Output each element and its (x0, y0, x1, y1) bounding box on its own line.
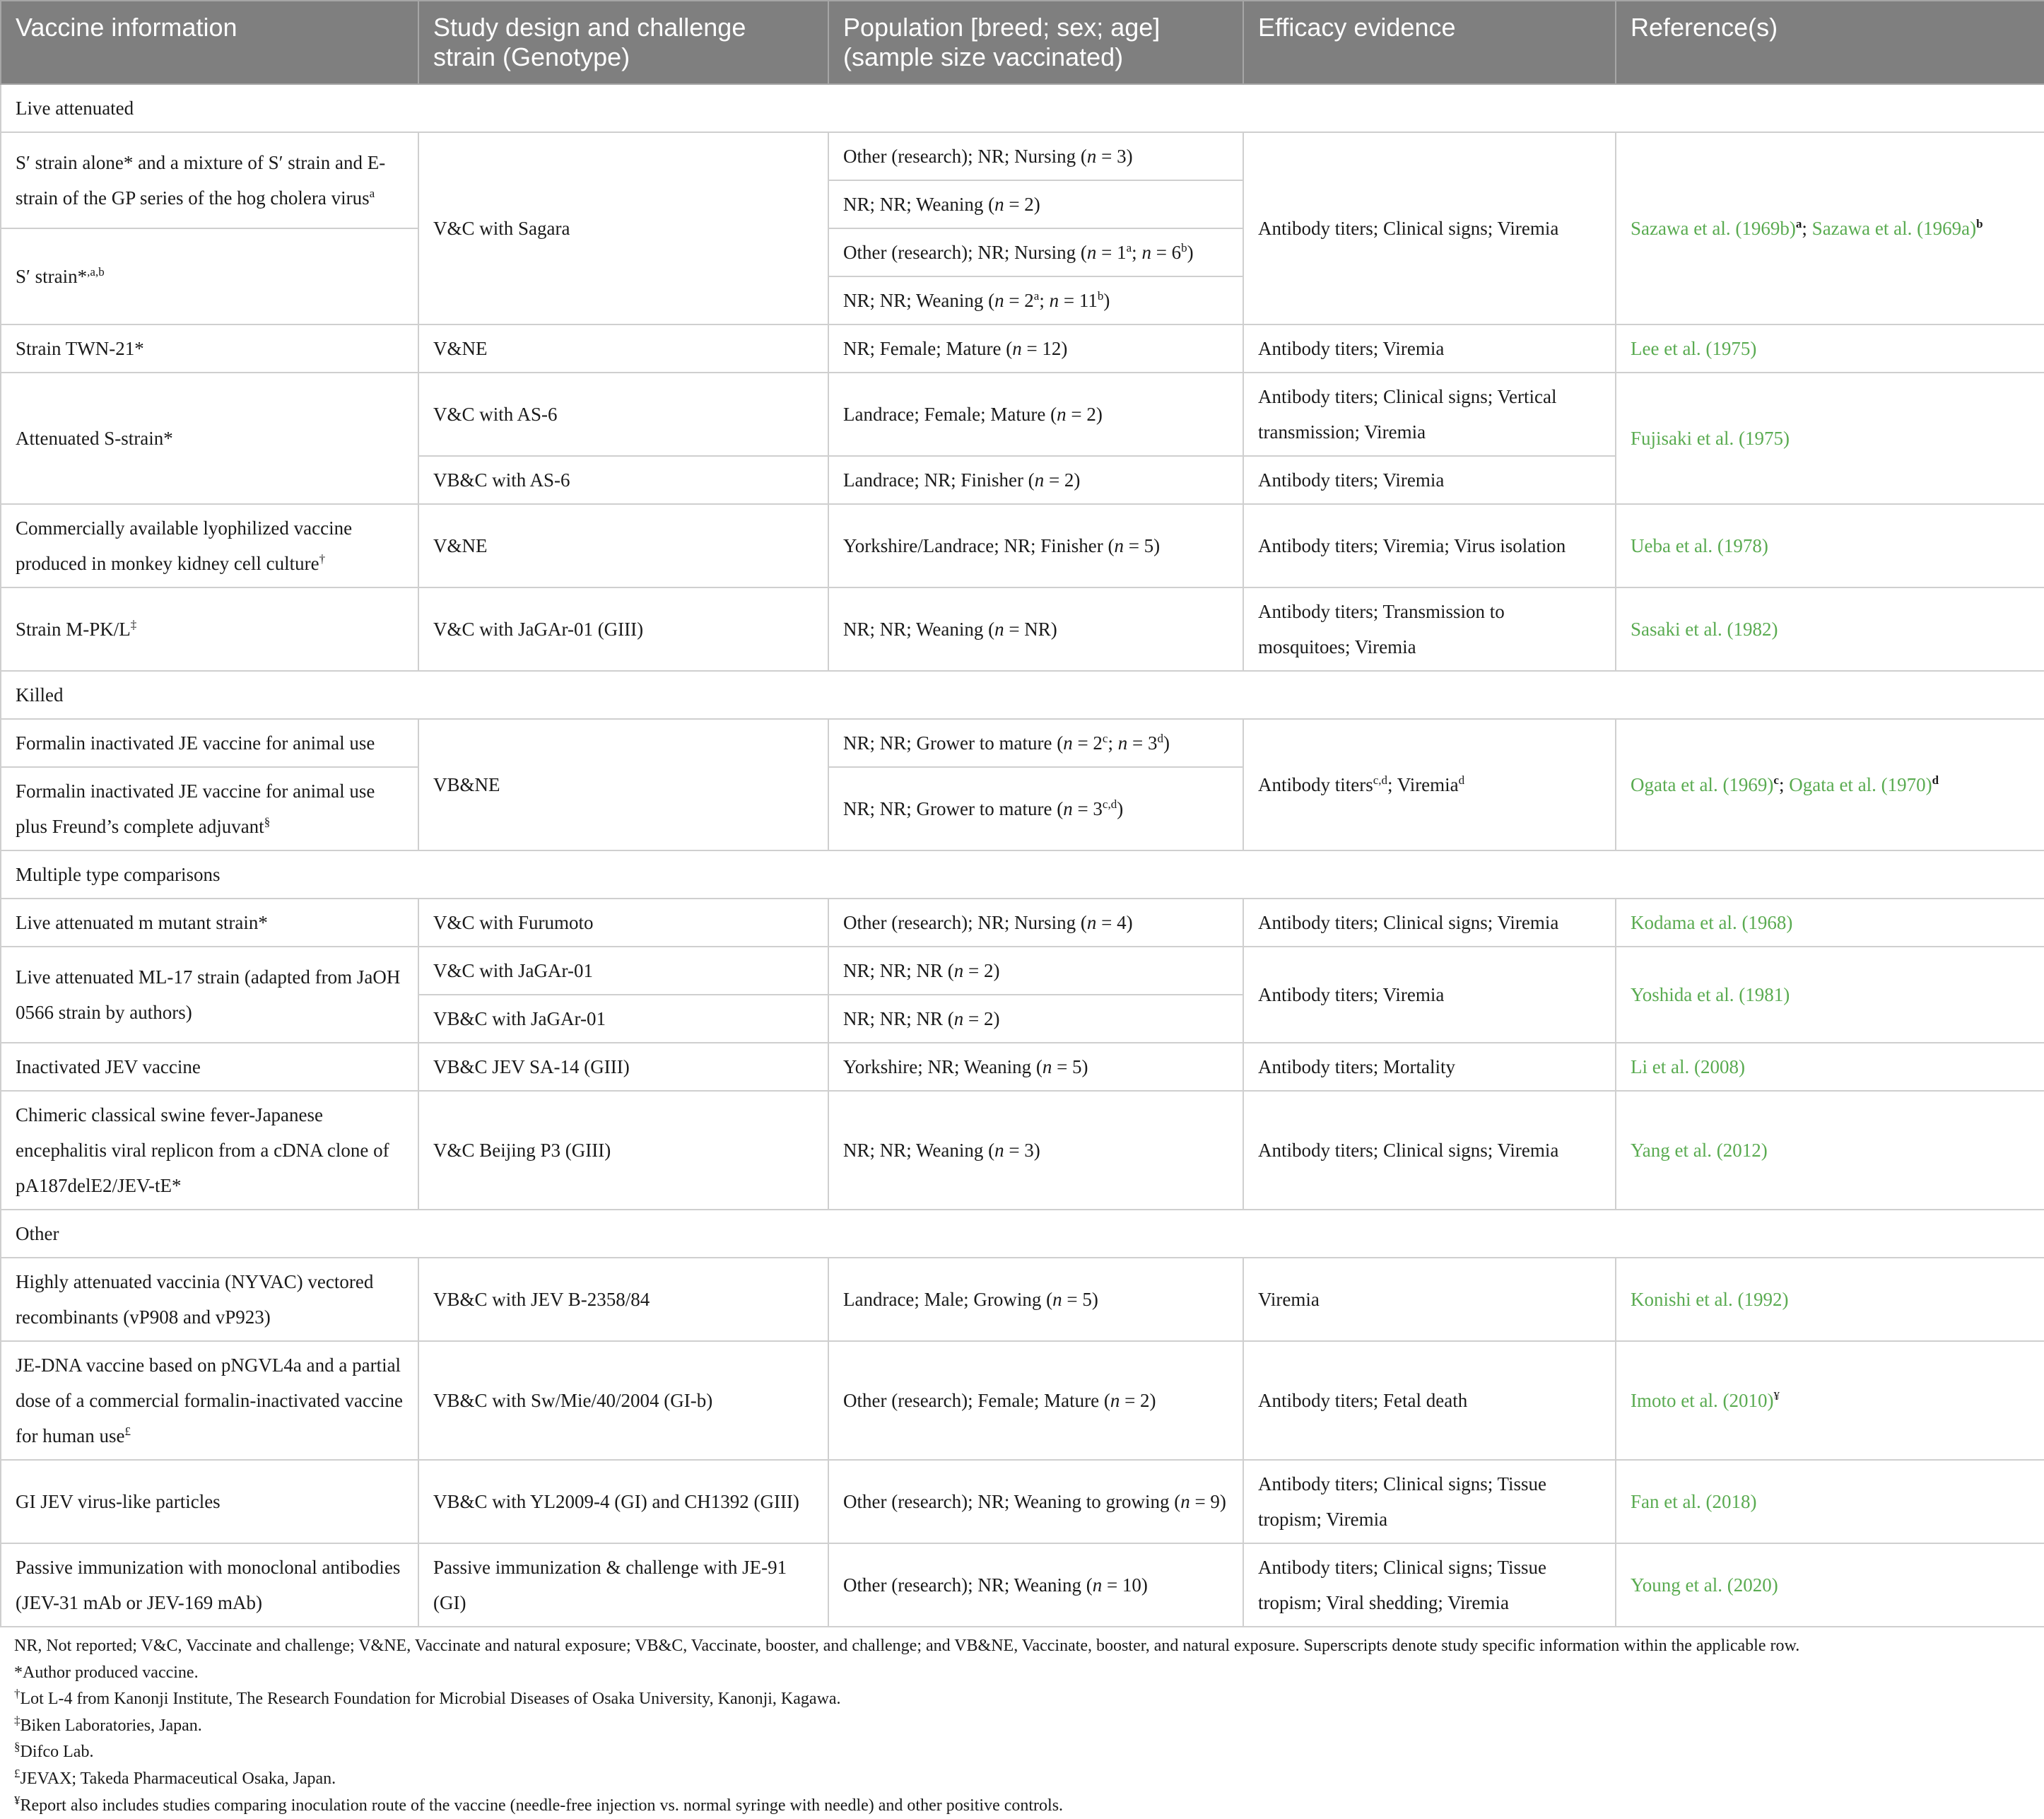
vaccine-cell: Highly attenuated vaccinia (NYVAC) vectored recombinants (vP908 and vP923) (1, 1258, 418, 1341)
efficacy-cell: Antibody titers$^{c,d}$; Viremia$^d$ (1243, 719, 1616, 850)
vaccine-cell: GI JEV virus-like particles (1, 1460, 418, 1543)
vaccine-cell: Live attenuated ML-17 strain (adapted from JaOH 0566 strain by authors) (1, 947, 418, 1043)
footnote-yen: ¥Report also includes studies comparing inoculation route of the vaccine (needle-free injection vs. normal syringe with needle) and other positive controls. (14, 1793, 1064, 1815)
population-cell: NR; NR; Weaning (n = 2) (828, 180, 1243, 228)
reference-cell: Imoto et al. (2010)¥ (1616, 1341, 2044, 1460)
design-cell: V&C with AS-6 (418, 373, 828, 456)
design-cell: V&NE (418, 504, 828, 587)
efficacy-cell: Antibody titers; Viremia (1243, 947, 1616, 1043)
table-header-row (1, 1, 2044, 84)
reference-link[interactable]: Ogata et al. (1969) (1631, 774, 1774, 795)
efficacy-cell: Antibody titers; Clinical signs; Vertical transmission; Viremia (1243, 373, 1616, 456)
section-row-other (1, 1210, 2044, 1258)
efficacy-cell: Antibody titers; Viremia (1243, 456, 1616, 504)
column-header-vaccine: Vaccine information (1, 1, 418, 84)
reference-cell (1616, 324, 2044, 373)
table-footnotes (0, 1627, 2044, 1819)
reference-link[interactable]: Yang et al. (2012) (1631, 1140, 1768, 1161)
design-cell: V&C Beijing P3 (GIII) (418, 1091, 828, 1210)
population-cell: Other (research); NR; Weaning (n = 10) (828, 1543, 1243, 1627)
efficacy-cell: Antibody titers; Clinical signs; Tissue tropism; Viral shedding; Viremia (1243, 1543, 1616, 1627)
design-cell: VB&C with YL2009-4 (GI) and CH1392 (GIII) (418, 1460, 828, 1543)
reference-link[interactable]: Lee et al. (1975) (1631, 338, 1757, 359)
column-header-references: Reference(s) (1616, 1, 2044, 84)
design-cell: VB&NE (418, 719, 828, 850)
vaccine-cell: Formalin inactivated JE vaccine for animal use (1, 719, 418, 767)
design-cell: VB&C with JaGAr-01 (418, 995, 828, 1043)
table-row (1, 1341, 2044, 1460)
table-row (1, 324, 2044, 373)
population-cell: NR; NR; Weaning (n = NR) (828, 587, 1243, 671)
section-row-multiple (1, 850, 2044, 899)
footnote-pound: £JEVAX; Takeda Pharmaceutical Osaka, Japan. (14, 1766, 336, 1788)
vaccine-cell: Formalin inactivated JE vaccine for animal use plus Freund’s complete adjuvant§ (1, 767, 418, 850)
reference-link[interactable]: Kodama et al. (1968) (1631, 912, 1793, 933)
design-cell: VB&C JEV SA-14 (GIII) (418, 1043, 828, 1091)
efficacy-cell: Antibody titers; Viremia; Virus isolation (1243, 504, 1616, 587)
design-cell: Passive immunization & challenge with JE-91 (GI) (418, 1543, 828, 1627)
population-cell: Yorkshire/Landrace; NR; Finisher (n = 5) (828, 504, 1243, 587)
efficacy-cell: Antibody titers; Fetal death (1243, 1341, 1616, 1460)
reference-cell (1616, 947, 2044, 1043)
reference-cell: Sazawa et al. $(1969b)^a$; Sazawa et al. $(1969a)^b$ (1616, 132, 2044, 324)
reference-link[interactable]: Sazawa et al. (1969b) (1631, 218, 1796, 239)
reference-link[interactable]: Ueba et al. (1978) (1631, 535, 1768, 556)
section-row-killed (1, 671, 2044, 719)
population-cell: Landrace; Female; Mature (n = 2) (828, 373, 1243, 456)
population-cell: NR; NR; Grower to mature $(n = 3^{c,d})$ (828, 767, 1243, 850)
reference-link[interactable]: Yoshida et al. (1981) (1631, 984, 1790, 1005)
table-row (1, 899, 2044, 947)
vaccine-cell: JE-DNA vaccine based on pNGVL4a and a partial dose of a commercial formalin-inactivated vaccine for human use£ (1, 1341, 418, 1460)
table-row (1, 587, 2044, 671)
efficacy-cell: Antibody titers; Transmission to mosquitoes; Viremia (1243, 587, 1616, 671)
reference-cell (1616, 1043, 2044, 1091)
efficacy-cell: Viremia (1243, 1258, 1616, 1341)
table-row (1, 1258, 2044, 1341)
population-cell: Other (research); NR; Nursing (n = 4) (828, 899, 1243, 947)
population-cell: NR; Female; Mature (n = 12) (828, 324, 1243, 373)
section-label-other: Other (1, 1210, 2044, 1258)
reference-cell (1616, 1543, 2044, 1627)
design-cell: VB&C with Sw/Mie/40/2004 (GI-b) (418, 1341, 828, 1460)
reference-link[interactable]: Konishi et al. (1992) (1631, 1289, 1789, 1310)
reference-cell (1616, 373, 2044, 504)
vaccine-cell: Chimeric classical swine fever-Japanese encephalitis viral replicon from a cDNA clone of pA187delE2/JEV-tE* (1, 1091, 418, 1210)
design-cell: V&C with Sagara (418, 132, 828, 324)
vaccine-cell: Live attenuated m mutant strain* (1, 899, 418, 947)
efficacy-cell: Antibody titers; Clinical signs; Tissue tropism; Viremia (1243, 1460, 1616, 1543)
vaccine-cell: S′ strain alone* and a mixture of S′ strain and E-strain of the GP series of the hog cholera virus$^a$ (1, 132, 418, 228)
footnote-double-dagger: ‡Biken Laboratories, Japan. (14, 1713, 202, 1735)
efficacy-cell: Antibody titers; Mortality (1243, 1043, 1616, 1091)
reference-link[interactable]: Ogata et al. (1970) (1789, 774, 1932, 795)
reference-cell (1616, 1091, 2044, 1210)
efficacy-cell: Antibody titers; Clinical signs; Viremia (1243, 899, 1616, 947)
efficacy-cell: Antibody titers; Clinical signs; Viremia (1243, 132, 1616, 324)
vaccine-cell: Inactivated JEV vaccine (1, 1043, 418, 1091)
table-row (1, 504, 2044, 587)
population-cell: Other (research); NR; Nursing ($n = 1^a$; $n = 6^b$) (828, 228, 1243, 276)
reference-cell: Ogata et al. $(1969)^c$; Ogata et al. $(1970)^d$ (1616, 719, 2044, 850)
reference-link[interactable]: Imoto et al. (2010) (1631, 1390, 1774, 1411)
column-header-efficacy: Efficacy evidence (1243, 1, 1616, 84)
footnote-abbreviations: NR, Not reported; V&C, Vaccinate and challenge; V&NE, Vaccinate and natural exposure; VB&C, Vaccinate, booster, and challenge; and VB&NE, Vaccinate, booster, and natural exposure. Superscripts denote study specific information within the applicable row. (14, 1637, 1800, 1655)
vaccine-cell: Strain TWN-21* (1, 324, 418, 373)
design-cell: V&NE (418, 324, 828, 373)
reference-cell (1616, 1258, 2044, 1341)
population-cell: NR; NR; Weaning ($n = 2^a$; $n = 11^b$) (828, 276, 1243, 324)
design-cell: V&C with JaGAr-01 (418, 947, 828, 995)
column-header-population: Population [breed; sex; age] (sample size vaccinated) (828, 1, 1243, 84)
table-row (1, 1043, 2044, 1091)
reference-link[interactable]: Fujisaki et al. (1975) (1631, 428, 1790, 449)
population-cell: Other (research); Female; Mature (n = 2) (828, 1341, 1243, 1460)
footnote-dagger: †Lot L-4 from Kanonji Institute, The Research Foundation for Microbial Diseases of Osaka University, Kanonji, Kagawa. (14, 1687, 841, 1709)
section-label-killed: Killed (1, 671, 2044, 719)
population-cell: Other (research); NR; Weaning to growing (n = 9) (828, 1460, 1243, 1543)
vaccine-cell: Passive immunization with monoclonal antibodies (JEV-31 mAb or JEV-169 mAb) (1, 1543, 418, 1627)
population-cell: NR; NR; NR (n = 2) (828, 947, 1243, 995)
table-row (1, 719, 2044, 767)
vaccine-cell: Commercially available lyophilized vaccine produced in monkey kidney cell culture† (1, 504, 418, 587)
design-cell: VB&C with AS-6 (418, 456, 828, 504)
reference-link[interactable]: Young et al. (2020) (1631, 1574, 1778, 1596)
reference-link[interactable]: Sasaki et al. (1982) (1631, 619, 1778, 640)
section-row-live (1, 84, 2044, 132)
efficacy-cell: Antibody titers; Viremia (1243, 324, 1616, 373)
design-cell: VB&C with JEV B-2358/84 (418, 1258, 828, 1341)
vaccine-cell: Strain M-PK/L‡ (1, 587, 418, 671)
population-cell: Other (research); NR; Nursing (n = 3) (828, 132, 1243, 180)
table-row (1, 1543, 2044, 1627)
section-label-multiple: Multiple type comparisons (1, 850, 2044, 899)
reference-cell (1616, 587, 2044, 671)
population-cell: NR; NR; NR (n = 2) (828, 995, 1243, 1043)
population-cell: NR; NR; Weaning (n = 3) (828, 1091, 1243, 1210)
reference-link[interactable]: Fan et al. (2018) (1631, 1491, 1757, 1512)
vaccine-cell: S′ strain*$^{,a,b}$ (1, 228, 418, 324)
efficacy-cell: Antibody titers; Clinical signs; Viremia (1243, 1091, 1616, 1210)
table-row (1, 132, 2044, 180)
reference-cell (1616, 504, 2044, 587)
table-row (1, 373, 2044, 456)
population-cell: Yorkshire; NR; Weaning (n = 5) (828, 1043, 1243, 1091)
population-cell: NR; NR; Grower to mature ($n = 2^c$; $n = 3^d$) (828, 719, 1243, 767)
reference-cell (1616, 1460, 2044, 1543)
table-row (1, 1091, 2044, 1210)
footnote-author: *Author produced vaccine. (14, 1663, 199, 1682)
reference-cell (1616, 899, 2044, 947)
population-cell: Landrace; NR; Finisher (n = 2) (828, 456, 1243, 504)
vaccine-cell: Attenuated S-strain* (1, 373, 418, 504)
table-row (1, 1460, 2044, 1543)
section-label-live: Live attenuated (1, 84, 2044, 132)
design-cell: V&C with Furumoto (418, 899, 828, 947)
column-header-design: Study design and challenge strain (Genotype) (418, 1, 828, 84)
reference-link[interactable]: Li et al. (2008) (1631, 1056, 1745, 1077)
population-cell: Landrace; Male; Growing (n = 5) (828, 1258, 1243, 1341)
footnote-section: §Difco Lab. (14, 1740, 94, 1762)
design-cell: V&C with JaGAr-01 (GIII) (418, 587, 828, 671)
table-row (1, 947, 2044, 995)
reference-link[interactable]: Sazawa et al. (1969a) (1811, 218, 1977, 239)
